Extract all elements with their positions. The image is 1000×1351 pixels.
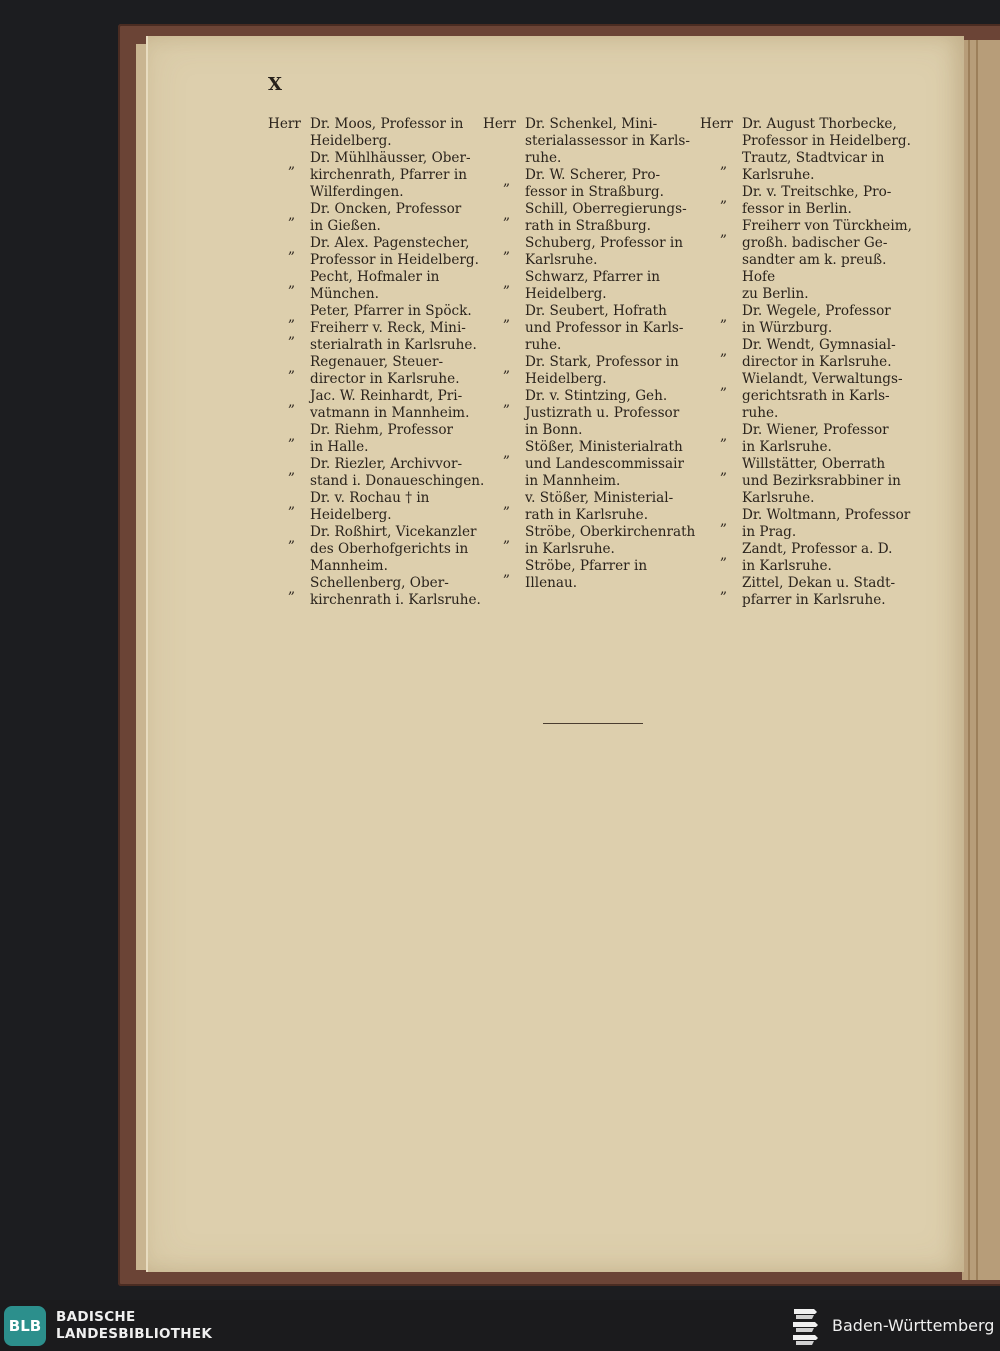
ditto-mark: „ xyxy=(288,360,296,376)
directory-entry xyxy=(483,167,701,201)
entry-line: Schellenberg, Ober- xyxy=(310,575,449,591)
entry-line: kirchenrath i. Karlsruhe. xyxy=(310,592,481,608)
entry-line: Freiherr v. Reck, Mini- xyxy=(310,320,466,336)
entry-line: des Oberhofgerichts in xyxy=(310,541,469,557)
entry-line: Karlsruhe. xyxy=(525,252,598,268)
entry-line: in Karlsruhe. xyxy=(742,558,832,574)
library-name-line-2: LANDESBIBLIOTHEK xyxy=(56,1326,213,1342)
directory-entry xyxy=(268,456,486,490)
ditto-mark: „ xyxy=(503,207,511,223)
entry-line: Dr. Woltmann, Professor xyxy=(742,507,911,523)
entry-line: Peter, Pfarrer in Spöck. xyxy=(310,303,472,319)
salutation: Herr xyxy=(483,116,516,132)
ditto-mark: „ xyxy=(720,224,728,240)
entry-line: pfarrer in Karlsruhe. xyxy=(742,592,886,608)
directory-entry xyxy=(268,388,486,422)
directory-entry xyxy=(268,150,486,201)
column-2 xyxy=(483,116,701,592)
directory-entry xyxy=(700,303,918,337)
directory-entry xyxy=(483,388,701,439)
entry-line: rath in Straßburg. xyxy=(525,218,652,234)
directory-entry xyxy=(700,575,918,609)
entry-line: Schuberg, Professor in xyxy=(525,235,683,251)
directory-entry xyxy=(268,116,486,150)
entry-line: stand i. Donaueschingen. xyxy=(310,473,485,489)
directory-entry xyxy=(483,116,701,167)
entry-line: Heidelberg. xyxy=(525,371,607,387)
directory-entry xyxy=(483,439,701,490)
entry-line: in Gießen. xyxy=(310,218,381,234)
ditto-mark: „ xyxy=(503,360,511,376)
entry-line: Mannheim. xyxy=(310,558,388,574)
entry-line: Dr. Schenkel, Mini- xyxy=(525,116,658,132)
ditto-mark: „ xyxy=(503,173,511,189)
entry-line: Dr. v. Rochau † in xyxy=(310,490,430,506)
ditto-mark: „ xyxy=(503,496,511,512)
entry-line: in Karlsruhe. xyxy=(525,541,615,557)
ditto-mark: „ xyxy=(288,530,296,546)
entry-line: Pecht, Hofmaler in xyxy=(310,269,440,285)
entry-line: München. xyxy=(310,286,379,302)
entry-line: Dr. Oncken, Professor xyxy=(310,201,462,217)
ditto-mark: „ xyxy=(720,156,728,172)
entry-line: Karlsruhe. xyxy=(742,490,815,506)
entry-line: ruhe. xyxy=(525,150,562,166)
page-number: X xyxy=(268,74,282,95)
entry-line: Freiherr von Türckheim, xyxy=(742,218,912,234)
entry-line: in Mannheim. xyxy=(525,473,621,489)
ditto-mark: „ xyxy=(503,564,511,580)
directory-entry xyxy=(700,184,918,218)
entry-line: kirchenrath, Pfarrer in xyxy=(310,167,467,183)
entry-line: in Würzburg. xyxy=(742,320,833,336)
entry-line: und Landescommissair xyxy=(525,456,684,472)
entry-line: Dr. Mühlhäusser, Ober- xyxy=(310,150,471,166)
ditto-mark: „ xyxy=(720,462,728,478)
directory-entry xyxy=(268,490,486,524)
column-1 xyxy=(268,116,486,609)
directory-entry xyxy=(268,575,486,609)
entry-line: Wilferdingen. xyxy=(310,184,404,200)
directory-entry xyxy=(268,303,486,325)
entry-line: Zittel, Dekan u. Stadt- xyxy=(742,575,896,591)
entry-line: Dr. Seubert, Hofrath xyxy=(525,303,667,319)
directory-entry xyxy=(268,320,486,354)
entry-line: vatmann in Mannheim. xyxy=(310,405,470,421)
ditto-mark: „ xyxy=(720,377,728,393)
entry-line: Schill, Oberregierungs- xyxy=(525,201,687,217)
entry-line: Dr. Riehm, Professor xyxy=(310,422,453,438)
entry-line: Jac. W. Reinhardt, Pri- xyxy=(310,388,463,404)
facing-page-edge xyxy=(962,40,1000,1280)
entry-line: sterialrath in Karlsruhe. xyxy=(310,337,477,353)
ditto-mark: „ xyxy=(720,309,728,325)
entry-line: in Halle. xyxy=(310,439,369,455)
entry-line: fessor in Berlin. xyxy=(742,201,852,217)
ditto-mark: „ xyxy=(288,462,296,478)
ditto-mark: „ xyxy=(720,513,728,529)
ditto-mark: „ xyxy=(503,241,511,257)
ditto-mark: „ xyxy=(503,530,511,546)
entry-line: Dr. Wegele, Professor xyxy=(742,303,891,319)
directory-entry xyxy=(700,507,918,541)
library-name[interactable] xyxy=(56,1309,212,1343)
directory-entry xyxy=(483,235,701,269)
directory-entry xyxy=(268,201,486,235)
blb-logo[interactable]: BLB xyxy=(4,1306,46,1346)
ditto-mark: „ xyxy=(720,581,728,597)
directory-entry xyxy=(268,354,486,388)
salutation: Herr xyxy=(268,116,301,132)
entry-line: fessor in Straßburg. xyxy=(525,184,664,200)
entry-line: Justizrath u. Professor xyxy=(525,405,680,421)
library-name-line-1: BADISCHE xyxy=(56,1309,136,1325)
ditto-mark: „ xyxy=(288,496,296,512)
entry-line: gerichtsrath in Karls- xyxy=(742,388,890,404)
ditto-mark: „ xyxy=(288,428,296,444)
ditto-mark: „ xyxy=(288,581,296,597)
entry-line: Zandt, Professor a. D. xyxy=(742,541,893,557)
directory-entry xyxy=(483,558,701,592)
ditto-mark: „ xyxy=(288,394,296,410)
salutation: Herr xyxy=(700,116,733,132)
entry-line: Stößer, Ministerialrath xyxy=(525,439,683,455)
ditto-mark: „ xyxy=(503,275,511,291)
entry-line: Heidelberg. xyxy=(525,286,607,302)
directory-entry xyxy=(700,371,918,422)
entry-line: director in Karlsruhe. xyxy=(742,354,892,370)
directory-entry xyxy=(483,354,701,388)
ditto-mark: „ xyxy=(288,326,296,342)
entry-line: in Bonn. xyxy=(525,422,583,438)
directory-entry xyxy=(483,490,701,524)
directory-entry xyxy=(268,235,486,269)
directory-entry xyxy=(483,201,701,235)
entry-line: Dr. W. Scherer, Pro- xyxy=(525,167,661,183)
column-3 xyxy=(700,116,918,609)
entry-line: Ströbe, Pfarrer in xyxy=(525,558,648,574)
entry-line: Dr. August Thorbecke, xyxy=(742,116,897,132)
entry-line: großh. badischer Ge- xyxy=(742,235,888,251)
entry-line: Illenau. xyxy=(525,575,578,591)
directory-entry xyxy=(268,422,486,456)
directory-entry xyxy=(483,524,701,558)
entry-line: Heidelberg. xyxy=(310,507,392,523)
entry-line: Dr. Alex. Pagenstecher, xyxy=(310,235,470,251)
entry-line: ruhe. xyxy=(742,405,779,421)
entry-line: ruhe. xyxy=(525,337,562,353)
entry-line: Dr. v. Stintzing, Geh. xyxy=(525,388,668,404)
entry-line: Professor in Heidelberg. xyxy=(310,252,479,268)
entry-line: und Bezirksrabbiner in xyxy=(742,473,901,489)
state-name[interactable]: Baden-Württemberg xyxy=(832,1316,995,1335)
ditto-mark: „ xyxy=(288,156,296,172)
entry-line: Trautz, Stadtvicar in xyxy=(742,150,885,166)
ditto-mark: „ xyxy=(720,343,728,359)
directory-entry xyxy=(268,269,486,303)
entry-line: Ströbe, Oberkirchenrath xyxy=(525,524,696,540)
ditto-mark: „ xyxy=(503,309,511,325)
section-divider xyxy=(543,723,643,724)
directory-entry xyxy=(483,303,701,354)
entry-line: Dr. Wiener, Professor xyxy=(742,422,889,438)
directory-entry xyxy=(700,422,918,456)
ditto-mark: „ xyxy=(503,394,511,410)
directory-entry xyxy=(700,541,918,575)
directory-entry xyxy=(700,150,918,184)
entry-line: sandter am k. preuß. Hofe xyxy=(742,252,887,285)
ditto-mark: „ xyxy=(720,428,728,444)
ditto-mark: „ xyxy=(288,241,296,257)
entry-line: in Prag. xyxy=(742,524,797,540)
entry-line: Heidelberg. xyxy=(310,133,392,149)
directory-entry xyxy=(700,218,918,303)
entry-line: Dr. v. Treitschke, Pro- xyxy=(742,184,892,200)
three-lions-emblem-icon[interactable] xyxy=(790,1306,822,1346)
entry-line: Regenauer, Steuer- xyxy=(310,354,444,370)
ditto-mark: „ xyxy=(720,190,728,206)
entry-line: rath in Karlsruhe. xyxy=(525,507,649,523)
entry-line: Dr. Riezler, Archivvor- xyxy=(310,456,463,472)
entry-line: Schwarz, Pfarrer in xyxy=(525,269,660,285)
entry-line: und Professor in Karls- xyxy=(525,320,684,336)
entry-line: Karlsruhe. xyxy=(742,167,815,183)
entry-line: Wielandt, Verwaltungs- xyxy=(742,371,903,387)
entry-line: Willstätter, Oberrath xyxy=(742,456,886,472)
directory-entry xyxy=(268,524,486,575)
entry-line: in Karlsruhe. xyxy=(742,439,832,455)
directory-entry xyxy=(700,456,918,507)
directory-entry xyxy=(700,116,918,150)
entry-line: Dr. Wendt, Gymnasial- xyxy=(742,337,896,353)
entry-line: v. Stößer, Ministerial- xyxy=(525,490,674,506)
entry-line: Dr. Roßhirt, Vicekanzler xyxy=(310,524,477,540)
directory-entry xyxy=(700,337,918,371)
ditto-mark: „ xyxy=(288,309,296,325)
entry-line: zu Berlin. xyxy=(742,286,809,302)
entry-line: director in Karlsruhe. xyxy=(310,371,460,387)
ditto-mark: „ xyxy=(288,275,296,291)
ditto-mark: „ xyxy=(288,207,296,223)
directory-entry xyxy=(483,269,701,303)
ditto-mark: „ xyxy=(720,547,728,563)
ditto-mark: „ xyxy=(503,445,511,461)
entry-line: Dr. Moos, Professor in xyxy=(310,116,464,132)
entry-line: sterialassessor in Karls- xyxy=(525,133,690,149)
entry-line: Professor in Heidelberg. xyxy=(742,133,911,149)
entry-line: Dr. Stark, Professor in xyxy=(525,354,679,370)
